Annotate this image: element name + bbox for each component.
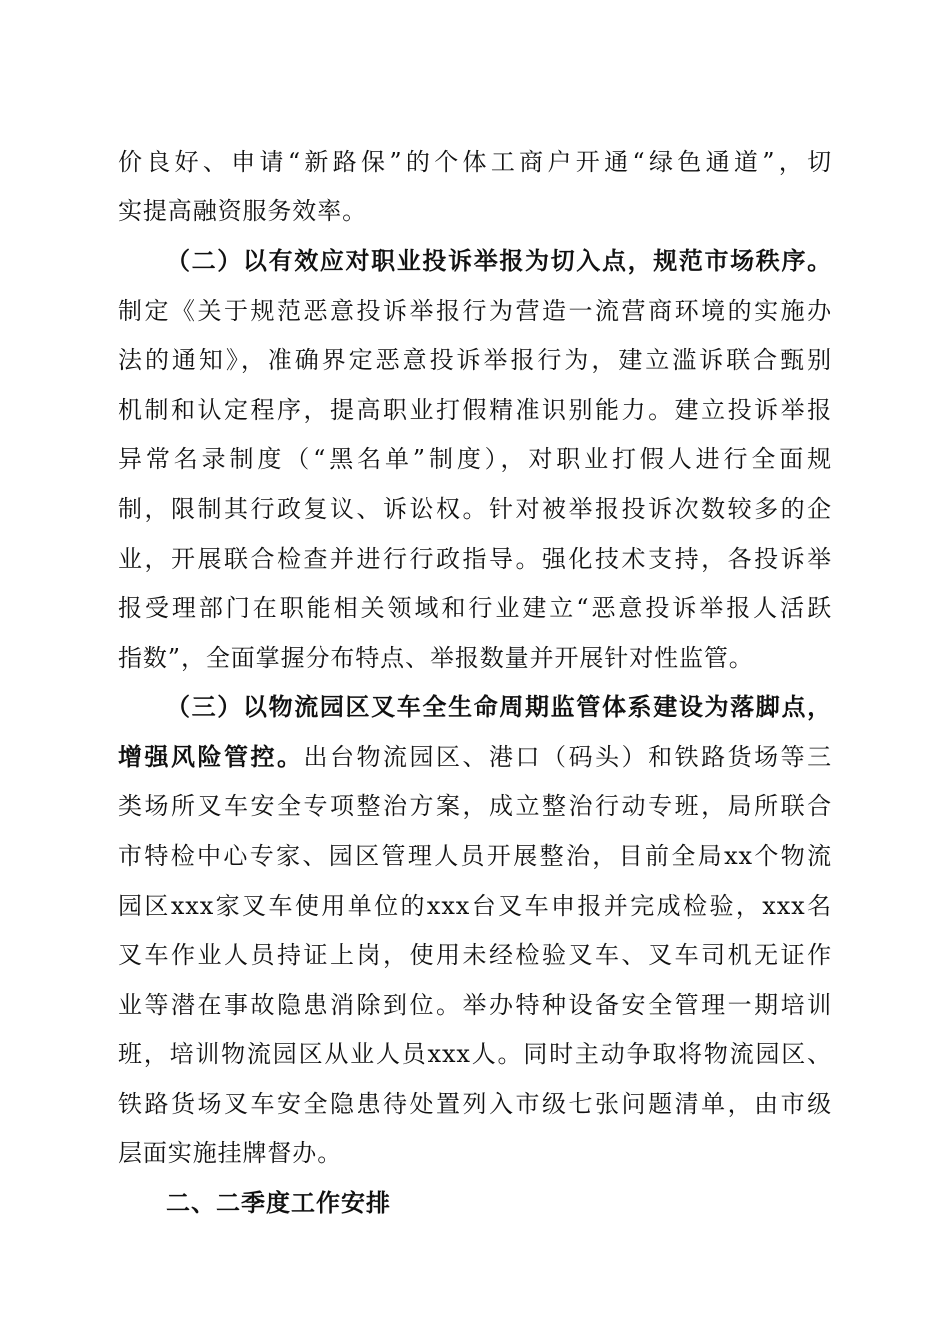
- paragraph-2-line-4: 机制和认定程序，提高职业打假精准识别能力。建立投诉举报: [118, 396, 832, 424]
- paragraph-2-line-2: 制定《关于规范恶意投诉举报行为营造一流营商环境的实施办: [118, 297, 832, 325]
- paragraph-2-line-5: 异常名录制度（“黑名单”制度），对职业打假人进行全面规: [118, 445, 832, 473]
- paragraph-2-lead: （二）以有效应对职业投诉举报为切入点，规范市场秩序。: [166, 246, 832, 275]
- paragraph-1-line-1: 价良好、申请“新路保”的个体工商户开通“绿色通道”，切: [118, 148, 832, 176]
- paragraph-3-lead-line-2: 增强风险管控。: [118, 742, 304, 771]
- paragraph-2-line-3: 法的通知》，准确界定恶意投诉举报行为，建立滥诉联合甄别: [118, 346, 832, 374]
- paragraph-3-line-3: 类场所叉车安全专项整治方案，成立整治行动专班，局所联合: [118, 792, 832, 820]
- section-heading: 二、二季度工作安排: [166, 1188, 391, 1217]
- paragraph-3-lead-line-1: （三）以物流园区叉车全生命周期监管体系建设为落脚点，: [166, 692, 832, 721]
- paragraph-3-line-7: 业等潜在事故隐患消除到位。举办特种设备安全管理一期培训: [118, 991, 832, 1019]
- paragraph-2-line-8: 报受理部门在职能相关领域和行业建立“恶意投诉举报人活跃: [118, 594, 832, 622]
- paragraph-1-line-2: 实提高融资服务效率。: [118, 197, 367, 225]
- paragraph-3-line-2: [118, 732, 832, 782]
- paragraph-3-line-5: 园区xxx家叉车使用单位的xxx台叉车申报并完成检验，xxx名: [118, 892, 832, 920]
- paragraph-3-line-2-rest: 出台物流园区、港口（码头）和铁路货场等三: [303, 743, 832, 771]
- paragraph-3-line-6: 叉车作业人员持证上岗，使用未经检验叉车、叉车司机无证作: [118, 941, 832, 969]
- paragraph-2-line-6: 制，限制其行政复议、诉讼权。针对被举报投诉次数较多的企: [118, 495, 832, 523]
- paragraph-2-line-9: 指数”，全面掌握分布特点、举报数量并开展针对性监管。: [118, 644, 754, 672]
- paragraph-3-line-9: 铁路货场叉车安全隐患待处置列入市级七张问题清单，由市级: [118, 1090, 832, 1118]
- paragraph-2-line-7: 业，开展联合检查并进行行政指导。强化技术支持，各投诉举: [118, 545, 832, 573]
- paragraph-3-line-10: 层面实施挂牌督办。: [118, 1139, 343, 1167]
- paragraph-3-line-4: 市特检中心专家、园区管理人员开展整治，目前全局xx个物流: [118, 842, 832, 870]
- paragraph-3-line-8: 班，培训物流园区从业人员xxx人。同时主动争取将物流园区、: [118, 1040, 832, 1068]
